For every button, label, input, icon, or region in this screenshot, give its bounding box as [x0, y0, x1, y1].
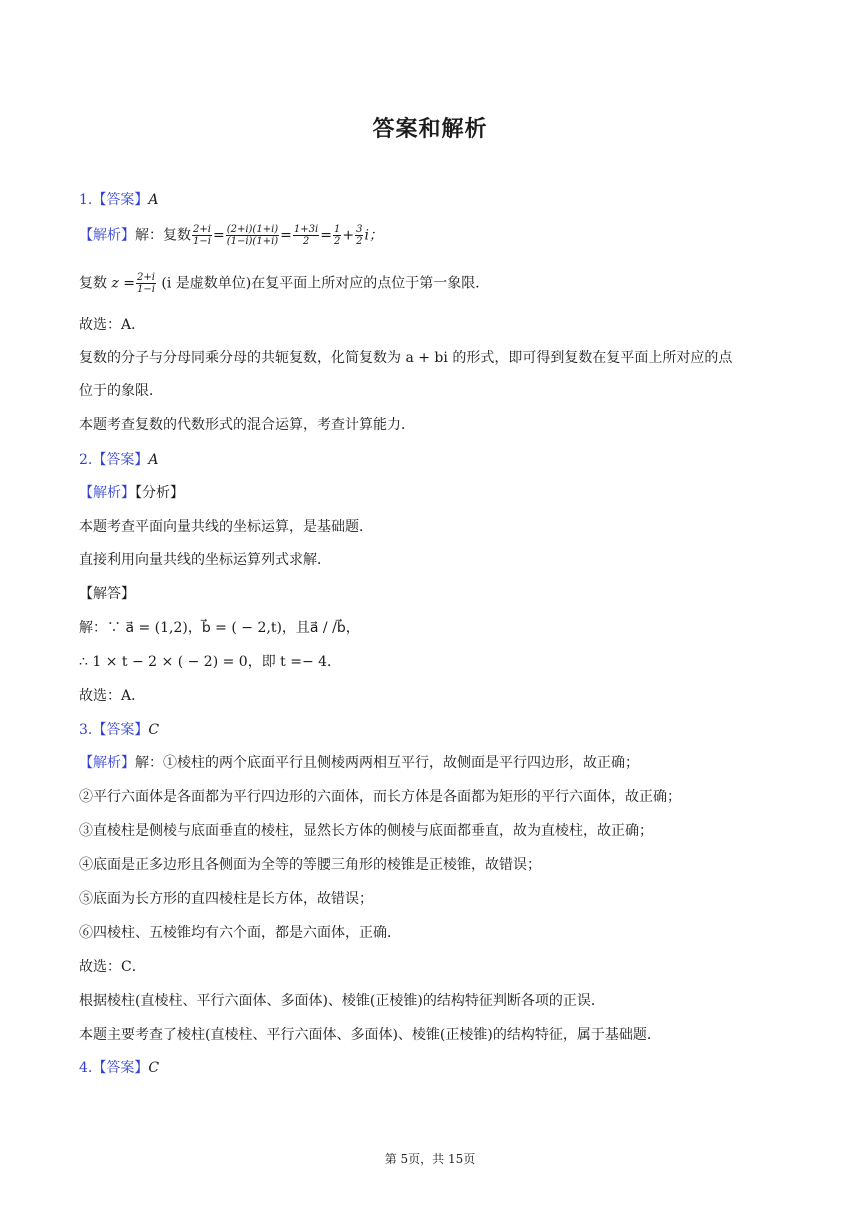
page-footer: 第 5页，共 15页: [384, 1152, 476, 1166]
q3-answer-label: 3.【答案】: [79, 722, 149, 738]
q1-plus: +: [342, 227, 355, 244]
q1-frac3: $\frac{1+3i}{2}$: [293, 224, 319, 247]
q3-analysis: [79, 754, 639, 772]
q1-answer-value: A: [148, 192, 159, 208]
q4-answer-label: 4.【答案】: [79, 1060, 149, 1076]
q1-eq2: =: [280, 227, 292, 244]
q3-line8: 根据棱柱(直棱柱、平行六面体、多面体)、棱锥(正棱锥)的结构特征判断各项的正误．: [79, 993, 605, 1009]
q3-analysis-label: 【解析】: [79, 755, 135, 771]
q3-line5: ⑤底面为长方形的直四棱柱是长方体，故错误；: [79, 891, 373, 907]
q1-line2-a: 复数: [79, 275, 112, 292]
q1-line2-z: z =: [111, 275, 136, 292]
q1-tail: i；: [364, 227, 383, 244]
q1-answer-label: 1.【答案】: [79, 192, 149, 208]
q4-answer-value: C: [148, 1060, 160, 1076]
q2-line1: 本题考查平面向量共线的坐标运算，是基础题．: [79, 519, 373, 535]
q3-answer: [79, 721, 159, 739]
q2-answer: [79, 451, 158, 469]
q3-line4: ④底面是正多边形且各侧面为全等的等腰三角形的棱锥是正棱锥，故错误；: [79, 857, 541, 873]
q1-frac1: $\frac{2+i}{1-i}$: [193, 224, 211, 247]
page-title: 答案和解析: [372, 117, 488, 142]
q1-eq3: =: [320, 227, 332, 244]
q3-line2: ②平行六面体是各面都为平行四边形的六面体，而长方体是各面都为矩形的平行六面体，故正确；: [79, 789, 681, 805]
q3-line1: 解：①棱柱的两个底面平行且侧棱两两相互平行，故侧面是平行四边形，故正确；: [135, 755, 639, 771]
q3-line6: ⑥四棱柱、五棱锥均有六个面，都是六面体，正确．: [79, 925, 401, 941]
q2-analysis-label: 【解析】: [79, 485, 135, 501]
q1-line4: 复数的分子与分母同乘分母的共轭复数，化简复数为 a + bi 的形式，即可得到复数在复平面上所对应的点: [79, 350, 733, 366]
q1-line2-b: (i 是虚数单位)在复平面上所对应的点位于第一象限．: [156, 275, 490, 292]
q1-line2: [79, 272, 489, 295]
q1-line3: 故选：A．: [79, 317, 146, 333]
q1-analysis-label: 【解析】: [79, 227, 135, 244]
q1-analysis: [79, 224, 383, 247]
q1-frac4: $\frac{1}{2}$: [333, 224, 341, 247]
q2-answer-label: 2.【答案】: [79, 452, 149, 468]
q2-analysis-tag: 【分析】: [135, 485, 184, 501]
q1-line2-frac: $\frac{2+i}{1-i}$: [137, 272, 155, 295]
q3-answer-value: C: [148, 722, 160, 738]
q3-line3: ③直棱柱是侧棱与底面垂直的棱柱，显然长方体的侧棱与底面都垂直，故为直棱柱，故正确；: [79, 823, 653, 839]
q3-line9: 本题主要考查了棱柱(直棱柱、平行六面体、多面体)、棱锥(正棱锥)的结构特征，属于基础题．: [79, 1027, 661, 1043]
q1-analysis-lead: 解：复数: [135, 227, 191, 244]
q2-line2: 直接利用向量共线的坐标运算列式求解．: [79, 552, 331, 568]
q2-line5: 故选：A．: [79, 688, 146, 704]
q2-line4: ∴ 1 × t − 2 × ( − 2) = 0，即 t =− 4．: [79, 654, 342, 670]
q3-line7: 故选：C．: [79, 959, 146, 975]
q2-analysis: [79, 484, 184, 502]
q1-frac5: $\frac{3}{2}$: [356, 224, 363, 247]
q2-line3: 解：∵ a⃗ = (1,2)，b⃗ = ( − 2,t)，且a⃗ / /b⃗，: [79, 620, 360, 636]
q1-line6: 本题考查复数的代数形式的混合运算，考查计算能力．: [79, 417, 415, 433]
q1-answer: [79, 191, 158, 209]
q2-solve-tag: 【解答】: [79, 586, 135, 602]
q1-line5: 位于的象限．: [79, 383, 163, 399]
q1-eq1: =: [212, 227, 225, 244]
q4-answer: [79, 1059, 159, 1077]
q2-answer-value: A: [148, 452, 159, 468]
q1-frac2: $\frac{(2+i)(1+i)}{(1-i)(1+i)}$: [226, 224, 279, 247]
